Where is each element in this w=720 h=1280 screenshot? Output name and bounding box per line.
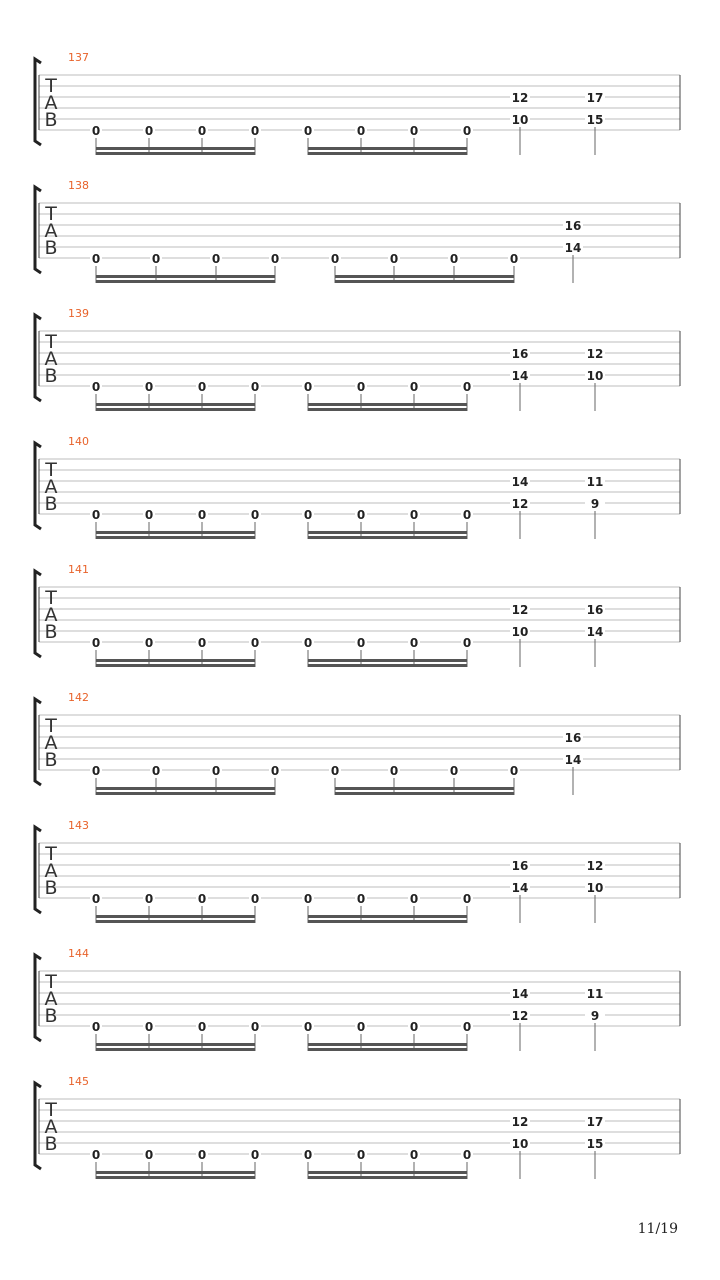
fret-number: 0 [409,124,419,138]
chord-fret-bottom: 12 [511,497,529,511]
chord-fret-bottom: 10 [511,625,529,639]
fret-number: 0 [250,380,260,394]
tab-clef-t: T [45,459,57,481]
measure-number: 145 [68,1075,89,1088]
fret-number: 0 [356,380,366,394]
beam [96,1048,255,1051]
beam [308,403,467,406]
beam [308,1171,467,1174]
chord-fret-top: 11 [586,475,604,489]
fret-number: 0 [91,124,101,138]
beam [308,1176,467,1179]
fret-number: 0 [211,252,221,266]
fret-number: 0 [91,380,101,394]
measure-number: 144 [68,947,89,960]
tab-clef-t: T [45,203,57,225]
fret-number: 0 [303,892,313,906]
fret-number: 0 [356,124,366,138]
measure-number: 141 [68,563,89,576]
beam [96,792,275,795]
measure-number: 138 [68,179,89,192]
chord-fret-top: 12 [586,859,604,873]
beam [335,787,514,790]
beam [308,1043,467,1046]
tab-clef-b: B [44,365,58,387]
tab-system [35,819,680,923]
chord-fret-top: 16 [564,731,582,745]
beam [96,659,255,662]
measure-number: 142 [68,691,89,704]
fret-number: 0 [250,508,260,522]
fret-number: 0 [250,636,260,650]
tab-clef-t: T [45,1099,57,1121]
fret-number: 0 [462,508,472,522]
system-bracket [35,699,41,785]
tab-clef-t: T [45,971,57,993]
tab-clef-a: A [44,1116,58,1138]
fret-number: 0 [462,636,472,650]
beam [335,275,514,278]
fret-number: 0 [197,508,207,522]
beam [96,915,255,918]
system-bracket [35,571,41,657]
tab-clef-b: B [44,877,58,899]
beam [308,531,467,534]
fret-number: 0 [462,1020,472,1034]
chord-fret-bottom: 14 [511,369,529,383]
beam [308,152,467,155]
fret-number: 0 [144,892,154,906]
measure-number: 139 [68,307,89,320]
fret-number: 0 [330,764,340,778]
chord-fret-top: 12 [586,347,604,361]
fret-number: 0 [197,1020,207,1034]
fret-number: 0 [250,892,260,906]
tab-clef-a: A [44,604,58,626]
beam [308,659,467,662]
fret-number: 0 [389,252,399,266]
tab-clef-t: T [45,843,57,865]
fret-number: 0 [151,764,161,778]
beam [96,787,275,790]
fret-number: 0 [144,1020,154,1034]
chord-fret-top: 12 [511,1115,529,1129]
fret-number: 0 [389,764,399,778]
fret-number: 0 [409,892,419,906]
chord-fret-bottom: 15 [586,113,604,127]
fret-number: 0 [197,380,207,394]
chord-fret-top: 16 [564,219,582,233]
system-bracket [35,443,41,529]
fret-number: 0 [211,764,221,778]
beam [96,280,275,283]
chord-fret-bottom: 14 [586,625,604,639]
tab-system [35,51,680,155]
fret-number: 0 [144,508,154,522]
chord-fret-bottom: 9 [590,497,600,511]
beam [96,403,255,406]
chord-fret-bottom: 10 [586,881,604,895]
tab-clef-b: B [44,749,58,771]
beam [308,147,467,150]
beam [96,408,255,411]
tab-clef-a: A [44,860,58,882]
fret-number: 0 [330,252,340,266]
tab-clef-t: T [45,715,57,737]
beam [308,920,467,923]
chord-fret-top: 16 [586,603,604,617]
fret-number: 0 [303,1148,313,1162]
chord-fret-top: 17 [586,1115,604,1129]
beam [308,664,467,667]
measure-number: 143 [68,819,89,832]
fret-number: 0 [409,1020,419,1034]
tab-system [35,947,680,1051]
tab-clef-b: B [44,1005,58,1027]
chord-fret-bottom: 12 [511,1009,529,1023]
chord-fret-top: 12 [511,603,529,617]
beam [96,1043,255,1046]
fret-number: 0 [409,508,419,522]
fret-number: 0 [449,764,459,778]
beam [308,1048,467,1051]
tab-clef-a: A [44,220,58,242]
tab-clef-b: B [44,493,58,515]
tab-clef-b: B [44,621,58,643]
chord-fret-top: 11 [586,987,604,1001]
chord-fret-top: 16 [511,859,529,873]
fret-number: 0 [409,636,419,650]
measure-number: 140 [68,435,89,448]
fret-number: 0 [91,252,101,266]
fret-number: 0 [303,1020,313,1034]
beam [335,280,514,283]
fret-number: 0 [270,764,280,778]
fret-number: 0 [197,636,207,650]
fret-number: 0 [303,508,313,522]
beam [96,664,255,667]
measure-number: 137 [68,51,89,64]
beam [96,536,255,539]
chord-fret-bottom: 10 [586,369,604,383]
fret-number: 0 [144,380,154,394]
fret-number: 0 [356,636,366,650]
tab-clef-t: T [45,331,57,353]
fret-number: 0 [462,892,472,906]
chord-fret-bottom: 14 [511,881,529,895]
tab-clef-t: T [45,587,57,609]
fret-number: 0 [250,1148,260,1162]
fret-number: 0 [462,1148,472,1162]
fret-number: 0 [91,1148,101,1162]
beam [96,531,255,534]
fret-number: 0 [151,252,161,266]
system-bracket [35,955,41,1041]
beam [96,147,255,150]
tab-clef-a: A [44,732,58,754]
fret-number: 0 [250,1020,260,1034]
fret-number: 0 [509,764,519,778]
tab-clef-b: B [44,237,58,259]
fret-number: 0 [462,124,472,138]
fret-number: 0 [409,380,419,394]
fret-number: 0 [303,636,313,650]
tab-clef-a: A [44,92,58,114]
fret-number: 0 [91,892,101,906]
beam [96,1176,255,1179]
fret-number: 0 [462,380,472,394]
fret-number: 0 [144,124,154,138]
fret-number: 0 [144,636,154,650]
system-bracket [35,1083,41,1169]
chord-fret-bottom: 10 [511,113,529,127]
chord-fret-top: 14 [511,475,529,489]
tab-system [35,1075,680,1179]
beam [308,408,467,411]
system-bracket [35,187,41,273]
fret-number: 0 [197,124,207,138]
tab-clef-b: B [44,1133,58,1155]
chord-fret-top: 16 [511,347,529,361]
chord-fret-top: 17 [586,91,604,105]
tab-clef-b: B [44,109,58,131]
tab-system [35,179,680,283]
fret-number: 0 [91,636,101,650]
fret-number: 0 [303,124,313,138]
tab-clef-a: A [44,348,58,370]
fret-number: 0 [449,252,459,266]
fret-number: 0 [356,1148,366,1162]
system-bracket [35,59,41,145]
fret-number: 0 [91,764,101,778]
fret-number: 0 [356,892,366,906]
chord-fret-bottom: 15 [586,1137,604,1151]
tab-clef-a: A [44,476,58,498]
fret-number: 0 [91,508,101,522]
fret-number: 0 [197,1148,207,1162]
tab-system [35,307,680,411]
fret-number: 0 [356,1020,366,1034]
chord-fret-bottom: 14 [564,241,582,255]
beam [96,275,275,278]
fret-number: 0 [303,380,313,394]
beam [96,152,255,155]
fret-number: 0 [144,1148,154,1162]
chord-fret-top: 14 [511,987,529,1001]
fret-number: 0 [197,892,207,906]
tab-system [35,691,680,795]
system-bracket [35,315,41,401]
fret-number: 0 [250,124,260,138]
chord-fret-bottom: 9 [590,1009,600,1023]
tab-system [35,435,680,539]
chord-fret-top: 12 [511,91,529,105]
tab-clef-a: A [44,988,58,1010]
fret-number: 0 [509,252,519,266]
tab-clef-t: T [45,75,57,97]
beam [308,915,467,918]
fret-number: 0 [91,1020,101,1034]
tab-system [35,563,680,667]
fret-number: 0 [270,252,280,266]
fret-number: 0 [409,1148,419,1162]
beam [96,1171,255,1174]
beam [335,792,514,795]
chord-fret-bottom: 14 [564,753,582,767]
beam [96,920,255,923]
beam [308,536,467,539]
fret-number: 0 [356,508,366,522]
chord-fret-bottom: 10 [511,1137,529,1151]
system-bracket [35,827,41,913]
page-number: 11/19 [637,1221,678,1237]
